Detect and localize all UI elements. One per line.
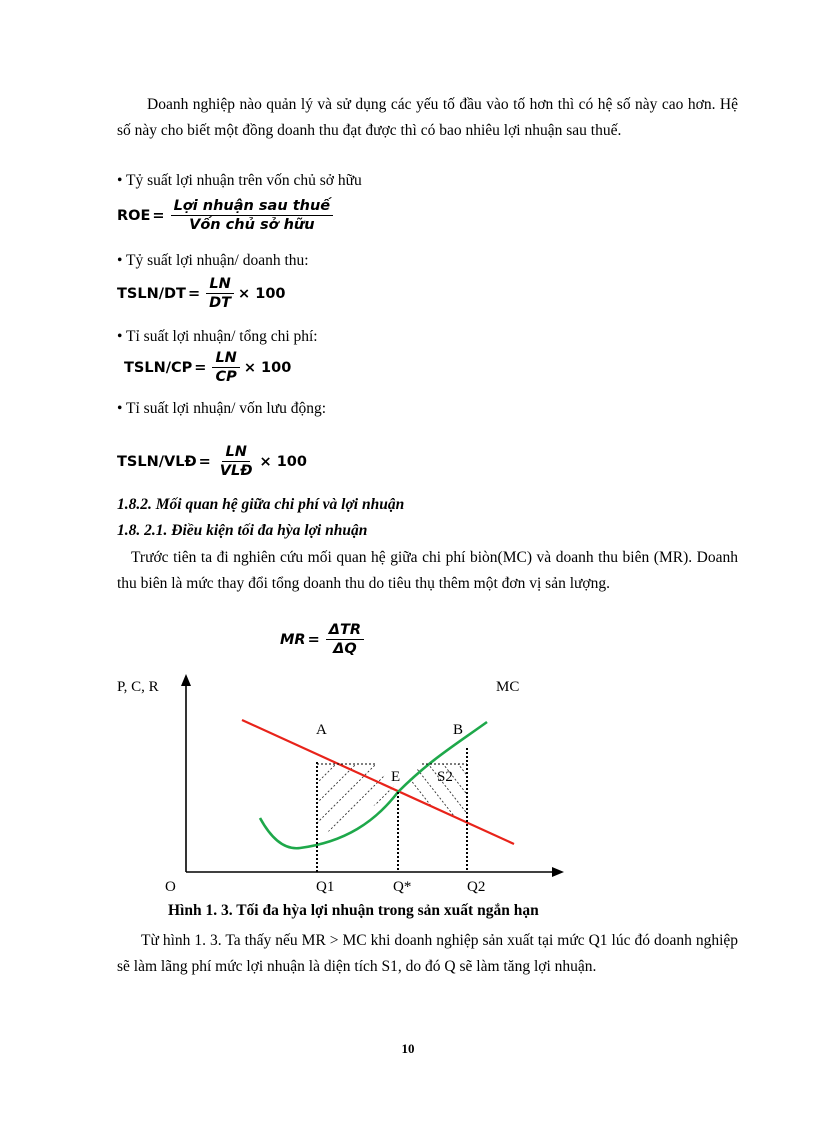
mr-equals: = — [307, 631, 320, 648]
tsln-cp-equals: = — [194, 359, 207, 376]
mc-label: MC — [496, 679, 520, 695]
tsln-vld-lhs: TSLN/VLĐ — [117, 453, 197, 470]
roe-lhs: ROE — [117, 207, 151, 224]
roe-equals: = — [152, 207, 165, 224]
intro-paragraph: Doanh nghiệp nào quản lý và sử dụng các yếu tố đầu vào tố hơn thì có hệ số này cao hơn. Hệ số này cho biết một đồng doanh thu đạt được thì có bao nhiêu lợi nhuận sau thuế. — [117, 96, 738, 139]
point-b-label: B — [453, 722, 464, 738]
q-star-tick-label: Q* — [393, 879, 412, 895]
tsln-cp-multiplier: × 100 — [243, 359, 292, 376]
roe-numerator: Lợi nhuận sau thuế — [171, 198, 334, 216]
mr-intro-paragraph: Trước tiên ta đi nghiên cứu mối quan hệ giữa chi phí biòn(MC) và doanh thu biên (MR). Doanh thu biên là mức thay đổi tổng doanh thu do tiêu thụ thêm một đơn vị sản lượng. — [117, 549, 738, 592]
page-number: 10 — [401, 1041, 415, 1056]
origin-label: O — [165, 879, 176, 895]
mc-curve — [260, 722, 487, 848]
tsln-cp-numerator: LN — [212, 350, 239, 368]
tsln-vld-equals: = — [198, 453, 211, 470]
y-axis-arrow — [181, 674, 191, 686]
x-axis-arrow — [552, 867, 564, 877]
area-s2-label: S2 — [437, 769, 453, 785]
mr-lhs: MR — [280, 631, 306, 648]
point-e-label: E — [391, 769, 401, 785]
figure-caption: Hình 1. 3. Tối đa hỳa lợi nhuận trong sản xuất ngắn hạn — [168, 902, 539, 919]
tsln-vld-multiplier: × 100 — [259, 453, 307, 470]
mr-denominator: ΔQ — [333, 641, 357, 657]
tsln-vld-denominator: VLĐ — [219, 463, 253, 479]
point-a-label: A — [316, 722, 327, 738]
tsln-cp-lhs: TSLN/CP — [124, 359, 193, 376]
conclusion-paragraph: Từ hình 1. 3. Ta thấy nếu MR > MC khi doanh nghiệp sản xuất tại mức Q1 lúc đó doanh nghiệp sẽ làm lãng phí mức lợi nhuận là diện tích S1, do đó Q sẽ làm tăng lợi nhuận. — [117, 932, 738, 975]
roe-denominator: Vốn chủ sở hữu — [189, 217, 315, 233]
y-axis-label: P, C, R — [117, 679, 159, 695]
tsln-dt-denominator: DT — [209, 295, 232, 311]
tsln-vld-numerator: LN — [222, 444, 249, 462]
bullet-revenue: • Tỷ suất lợi nhuận/ doanh thu: — [117, 252, 309, 269]
bullet-roe: • Tỷ suất lợi nhuận trên vốn chủ sở hữu — [117, 172, 362, 189]
tsln-dt-lhs: TSLN/DT — [117, 285, 186, 302]
section-heading-1-8-2: 1.8.2. Mối quan hệ giữa chi phí và lợi nhuận — [117, 496, 405, 513]
tsln-cp-denominator: CP — [215, 369, 237, 385]
tsln-dt-numerator: LN — [206, 276, 233, 294]
bullet-cost: • Tỉ suất lợi nhuận/ tổng chi phí: — [117, 328, 318, 345]
bullet-working-capital: • Tỉ suất lợi nhuận/ vốn lưu động: — [117, 400, 327, 417]
mr-numerator: ΔTR — [326, 622, 364, 640]
tsln-dt-equals: = — [187, 285, 201, 302]
q2-tick-label: Q2 — [467, 879, 486, 895]
mr-curve — [242, 720, 514, 844]
section-heading-1-8-2-1: 1.8. 2.1. Điều kiện tối đa hỳa lợi nhuận — [117, 522, 368, 539]
q1-tick-label: Q1 — [316, 879, 335, 895]
tsln-dt-multiplier: × 100 — [238, 285, 286, 302]
